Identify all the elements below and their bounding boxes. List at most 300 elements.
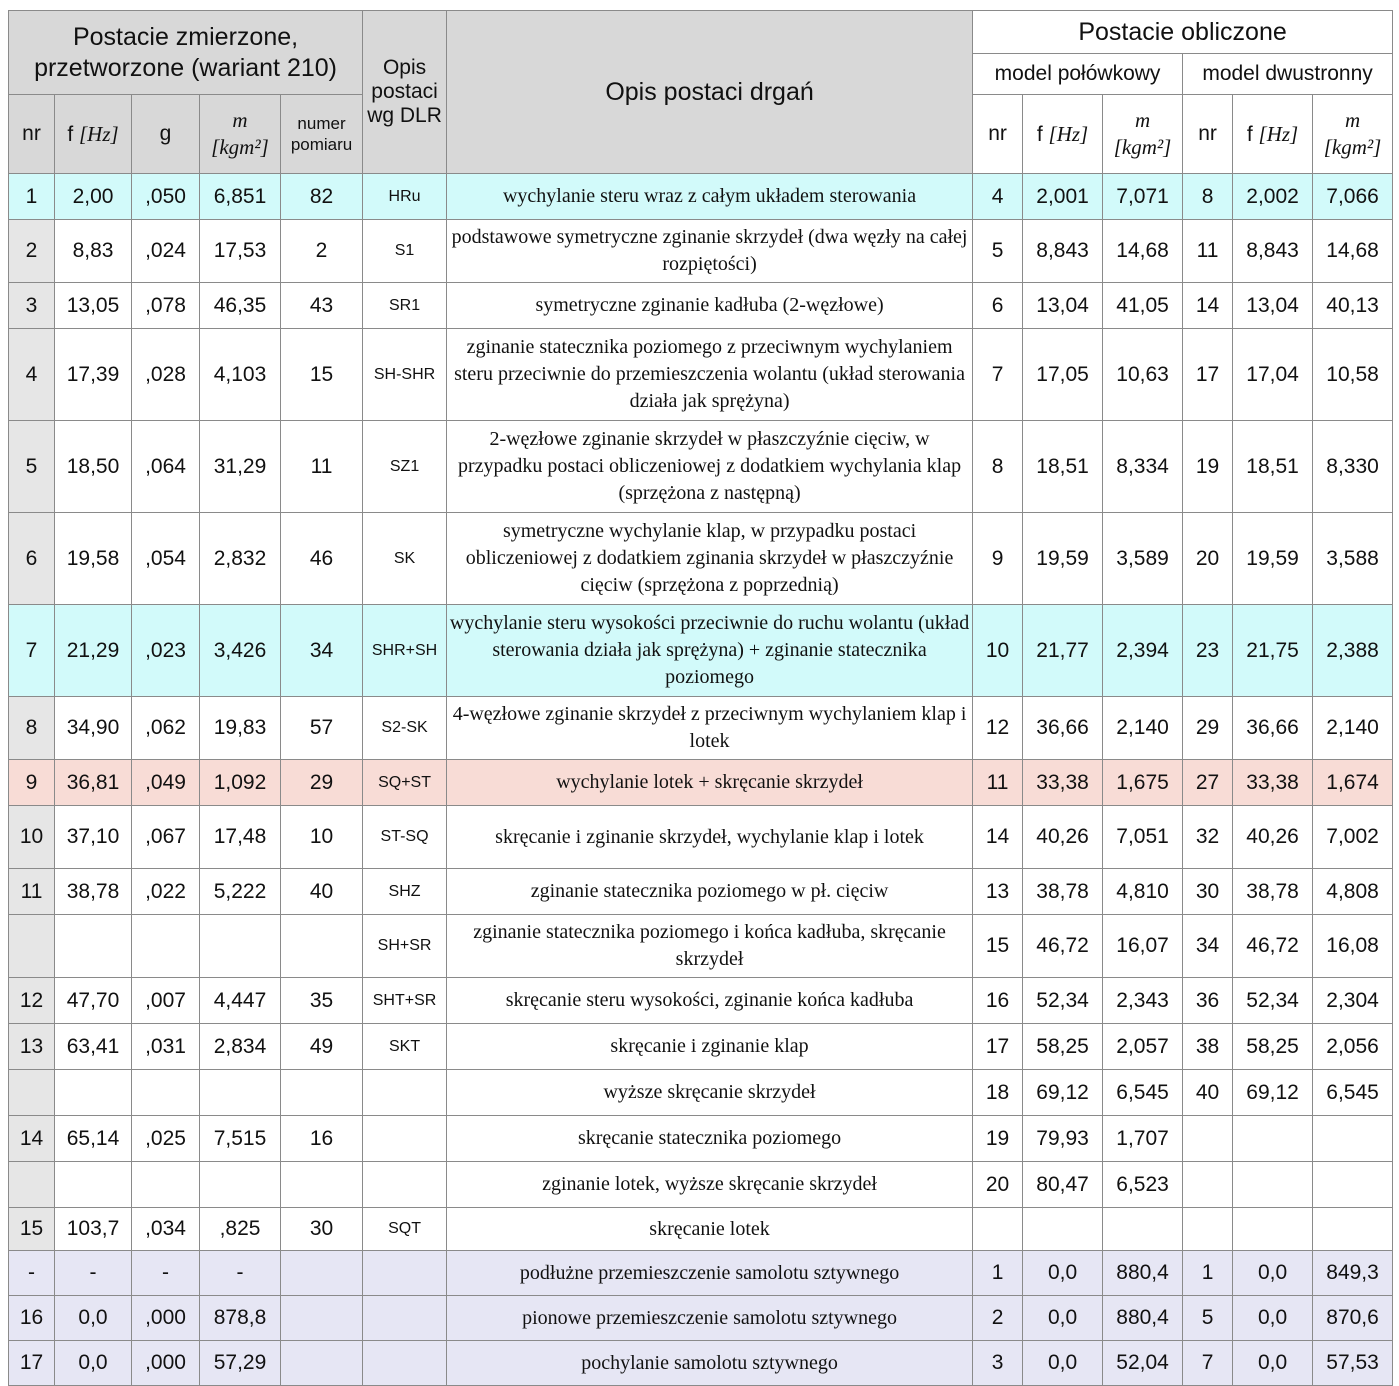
half-f: 33,38 — [1023, 760, 1103, 806]
half-f: 17,05 — [1023, 329, 1103, 421]
measured-g: ,007 — [132, 978, 200, 1024]
measurement-number: 46 — [281, 513, 363, 605]
measurement-number: 30 — [281, 1208, 363, 1251]
dlr-code: SHR+SH — [363, 605, 447, 697]
half-m: 880,4 — [1103, 1296, 1183, 1341]
full-nr: 32 — [1183, 806, 1233, 869]
measured-m: 4,103 — [200, 329, 281, 421]
dlr-code — [363, 1296, 447, 1341]
measurement-number: 29 — [281, 760, 363, 806]
table-row — [9, 1024, 1393, 1070]
dlr-code: SZ1 — [363, 421, 447, 513]
full-nr: 5 — [1183, 1296, 1233, 1341]
measurement-number — [281, 1251, 363, 1296]
table-row — [9, 978, 1393, 1024]
full-m: 2,388 — [1313, 605, 1393, 697]
measurement-number: 10 — [281, 806, 363, 869]
mode-description: 4-węzłowe zginanie skrzydeł z przeciwnym wychylaniem klap i lotek — [447, 697, 973, 760]
measured-m: 3,426 — [200, 605, 281, 697]
mode-description: wyższe skręcanie skrzydeł — [447, 1070, 973, 1116]
measured-g: ,064 — [132, 421, 200, 513]
mode-description: wychylanie steru wraz z całym układem sterowania — [447, 174, 973, 220]
measurement-number — [281, 1296, 363, 1341]
dlr-header: Opis postaci wg DLR — [363, 11, 447, 174]
full-nr: 36 — [1183, 978, 1233, 1024]
measured-f: 8,83 — [55, 220, 132, 283]
half-m: 4,810 — [1103, 869, 1183, 915]
half-m: 2,343 — [1103, 978, 1183, 1024]
half-f: 58,25 — [1023, 1024, 1103, 1070]
dlr-code — [363, 1116, 447, 1162]
row-nr: 10 — [9, 806, 55, 869]
description-header: Opis postaci drgań — [447, 11, 973, 174]
full-m: 14,68 — [1313, 220, 1393, 283]
full-m: 16,08 — [1313, 915, 1393, 978]
measured-f: 34,90 — [55, 697, 132, 760]
mode-description: skręcanie i zginanie klap — [447, 1024, 973, 1070]
full-nr: 14 — [1183, 283, 1233, 329]
measured-m: 46,35 — [200, 283, 281, 329]
measured-g: - — [132, 1251, 200, 1296]
half-nr: 16 — [973, 978, 1023, 1024]
half-m: 10,63 — [1103, 329, 1183, 421]
full-m — [1313, 1208, 1393, 1251]
full-f: 19,59 — [1233, 513, 1313, 605]
full-m: 1,674 — [1313, 760, 1393, 806]
measurement-number: 11 — [281, 421, 363, 513]
full-m: 57,53 — [1313, 1341, 1393, 1386]
dlr-code — [363, 1341, 447, 1386]
half-m: 880,4 — [1103, 1251, 1183, 1296]
half-nr: 13 — [973, 869, 1023, 915]
full-nr: 29 — [1183, 697, 1233, 760]
half-f: 2,001 — [1023, 174, 1103, 220]
half-f: 69,12 — [1023, 1070, 1103, 1116]
measured-m: 2,834 — [200, 1024, 281, 1070]
measured-f: 37,10 — [55, 806, 132, 869]
measured-f: 0,0 — [55, 1296, 132, 1341]
half-f: 80,47 — [1023, 1162, 1103, 1208]
measurement-number — [281, 1341, 363, 1386]
mode-description: zginanie statecznika poziomego i końca kadłuba, skręcanie skrzydeł — [447, 915, 973, 978]
dlr-code: SHZ — [363, 869, 447, 915]
table-row — [9, 1162, 1393, 1208]
full-f: 0,0 — [1233, 1251, 1313, 1296]
half-f: 8,843 — [1023, 220, 1103, 283]
half-f: 0,0 — [1023, 1341, 1103, 1386]
half-f: 40,26 — [1023, 806, 1103, 869]
half-nr: 17 — [973, 1024, 1023, 1070]
half-m: 1,707 — [1103, 1116, 1183, 1162]
full-nr: 17 — [1183, 329, 1233, 421]
full-m: 2,304 — [1313, 978, 1393, 1024]
dlr-code: S1 — [363, 220, 447, 283]
mode-description: zginanie statecznika poziomego z przeciwnym wychylaniem steru przeciwnie do przemieszczenia wolantu (układ sterowania działa jak sprężyna) — [447, 329, 973, 421]
row-nr: 3 — [9, 283, 55, 329]
measured-header: Postacie zmierzone, przetworzone (wariant 210) — [9, 11, 363, 95]
modes-table — [8, 10, 1393, 1386]
measurement-number: 40 — [281, 869, 363, 915]
full-m: 40,13 — [1313, 283, 1393, 329]
mode-description: skręcanie statecznika poziomego — [447, 1116, 973, 1162]
measured-f: 36,81 — [55, 760, 132, 806]
measurement-number: 15 — [281, 329, 363, 421]
measurement-number: 35 — [281, 978, 363, 1024]
table-body — [9, 174, 1393, 1386]
table-row — [9, 1296, 1393, 1341]
half-f: 38,78 — [1023, 869, 1103, 915]
full-f: 8,843 — [1233, 220, 1313, 283]
row-nr: 4 — [9, 329, 55, 421]
dlr-code — [363, 1070, 447, 1116]
full-f: 0,0 — [1233, 1296, 1313, 1341]
full-m: 2,056 — [1313, 1024, 1393, 1070]
measured-f: 65,14 — [55, 1116, 132, 1162]
half-f: 0,0 — [1023, 1251, 1103, 1296]
full-nr: 27 — [1183, 760, 1233, 806]
row-nr: 2 — [9, 220, 55, 283]
table-row — [9, 421, 1393, 513]
full-f: 69,12 — [1233, 1070, 1313, 1116]
measured-f: 17,39 — [55, 329, 132, 421]
full-nr — [1183, 1208, 1233, 1251]
full-nr: 20 — [1183, 513, 1233, 605]
full-f — [1233, 1116, 1313, 1162]
measurement-number — [281, 1162, 363, 1208]
half-nr: 3 — [973, 1341, 1023, 1386]
mode-description: skręcanie lotek — [447, 1208, 973, 1251]
full-f: 46,72 — [1233, 915, 1313, 978]
half-model-header: model połówkowy — [973, 54, 1183, 95]
full-f: 58,25 — [1233, 1024, 1313, 1070]
full-f: 13,04 — [1233, 283, 1313, 329]
measurement-number: 16 — [281, 1116, 363, 1162]
half-nr — [973, 1208, 1023, 1251]
table-row — [9, 513, 1393, 605]
half-m: 14,68 — [1103, 220, 1183, 283]
table-row — [9, 869, 1393, 915]
mode-description: podstawowe symetryczne zginanie skrzydeł (dwa węzły na całej rozpiętości) — [447, 220, 973, 283]
measured-m: 57,29 — [200, 1341, 281, 1386]
full-nr — [1183, 1116, 1233, 1162]
half-f: 18,51 — [1023, 421, 1103, 513]
measured-g: ,067 — [132, 806, 200, 869]
full-nr: 1 — [1183, 1251, 1233, 1296]
full-m: 10,58 — [1313, 329, 1393, 421]
col-full-nr: nr — [1183, 95, 1233, 174]
col-half-f: f [Hz] — [1023, 95, 1103, 174]
measured-m — [200, 1070, 281, 1116]
dlr-code: SH-SHR — [363, 329, 447, 421]
measured-m: 17,48 — [200, 806, 281, 869]
full-f: 0,0 — [1233, 1341, 1313, 1386]
col-measurement: numer pomiaru — [281, 95, 363, 174]
measured-m: 4,447 — [200, 978, 281, 1024]
measured-g: ,023 — [132, 605, 200, 697]
half-nr: 7 — [973, 329, 1023, 421]
full-m: 2,140 — [1313, 697, 1393, 760]
full-f: 36,66 — [1233, 697, 1313, 760]
measured-f: - — [55, 1251, 132, 1296]
half-nr: 18 — [973, 1070, 1023, 1116]
col-nr: nr — [9, 95, 55, 174]
measured-f: 103,7 — [55, 1208, 132, 1251]
full-f: 40,26 — [1233, 806, 1313, 869]
full-m: 8,330 — [1313, 421, 1393, 513]
table-row — [9, 220, 1393, 283]
half-nr: 8 — [973, 421, 1023, 513]
measurement-number: 49 — [281, 1024, 363, 1070]
mode-description: wychylanie steru wysokości przeciwnie do ruchu wolantu (układ sterowania działa jak sprężyna) + zginanie statecznika poziomego — [447, 605, 973, 697]
measured-m: - — [200, 1251, 281, 1296]
measured-f — [55, 915, 132, 978]
mode-description: pochylanie samolotu sztywnego — [447, 1341, 973, 1386]
measured-m: 31,29 — [200, 421, 281, 513]
full-f: 2,002 — [1233, 174, 1313, 220]
half-nr: 12 — [973, 697, 1023, 760]
row-nr — [9, 915, 55, 978]
full-nr: 40 — [1183, 1070, 1233, 1116]
half-f: 21,77 — [1023, 605, 1103, 697]
dlr-code: SQ+ST — [363, 760, 447, 806]
row-nr: - — [9, 1251, 55, 1296]
row-nr: 5 — [9, 421, 55, 513]
mode-description: skręcanie steru wysokości, zginanie końca kadłuba — [447, 978, 973, 1024]
row-nr — [9, 1070, 55, 1116]
table-row — [9, 697, 1393, 760]
table-row — [9, 915, 1393, 978]
col-half-nr: nr — [973, 95, 1023, 174]
row-nr: 17 — [9, 1341, 55, 1386]
mode-description: pionowe przemieszczenie samolotu sztywnego — [447, 1296, 973, 1341]
measured-g: ,025 — [132, 1116, 200, 1162]
measured-m: 6,851 — [200, 174, 281, 220]
full-f — [1233, 1162, 1313, 1208]
half-m: 16,07 — [1103, 915, 1183, 978]
measured-g: ,049 — [132, 760, 200, 806]
half-nr: 19 — [973, 1116, 1023, 1162]
half-nr: 2 — [973, 1296, 1023, 1341]
row-nr: 1 — [9, 174, 55, 220]
full-model-header: model dwustronny — [1183, 54, 1393, 95]
mode-description: symetryczne wychylanie klap, w przypadku postaci obliczeniowej z dodatkiem zginania skrzydeł w płaszczyźnie cięciw (sprzężona z poprzednią) — [447, 513, 973, 605]
dlr-code: SHT+SR — [363, 978, 447, 1024]
measured-m: 19,83 — [200, 697, 281, 760]
dlr-code — [363, 1251, 447, 1296]
measurement-number — [281, 1070, 363, 1116]
row-nr: 8 — [9, 697, 55, 760]
measured-m: 7,515 — [200, 1116, 281, 1162]
half-nr: 4 — [973, 174, 1023, 220]
dlr-code: SKT — [363, 1024, 447, 1070]
full-m — [1313, 1116, 1393, 1162]
row-nr: 11 — [9, 869, 55, 915]
measurement-number: 57 — [281, 697, 363, 760]
table-row — [9, 1208, 1393, 1251]
mode-description: zginanie statecznika poziomego w pł. cięciw — [447, 869, 973, 915]
half-m: 1,675 — [1103, 760, 1183, 806]
measured-g: ,022 — [132, 869, 200, 915]
table-row — [9, 174, 1393, 220]
col-g: g — [132, 95, 200, 174]
half-m: 7,051 — [1103, 806, 1183, 869]
col-f: f [Hz] — [55, 95, 132, 174]
measured-g — [132, 915, 200, 978]
half-nr: 10 — [973, 605, 1023, 697]
measurement-number: 43 — [281, 283, 363, 329]
computed-header: Postacie obliczone — [973, 11, 1393, 54]
mode-description: podłużne przemieszczenie samolotu sztywnego — [447, 1251, 973, 1296]
mode-description: skręcanie i zginanie skrzydeł, wychylanie klap i lotek — [447, 806, 973, 869]
half-m: 2,394 — [1103, 605, 1183, 697]
measured-m — [200, 915, 281, 978]
half-nr: 14 — [973, 806, 1023, 869]
measured-f: 0,0 — [55, 1341, 132, 1386]
full-nr: 38 — [1183, 1024, 1233, 1070]
dlr-code: S2-SK — [363, 697, 447, 760]
half-f — [1023, 1208, 1103, 1251]
full-m — [1313, 1162, 1393, 1208]
measured-g: ,034 — [132, 1208, 200, 1251]
half-f: 46,72 — [1023, 915, 1103, 978]
measured-g: ,028 — [132, 329, 200, 421]
full-m: 3,588 — [1313, 513, 1393, 605]
table-row — [9, 1341, 1393, 1386]
row-nr: 16 — [9, 1296, 55, 1341]
full-nr: 23 — [1183, 605, 1233, 697]
half-f: 36,66 — [1023, 697, 1103, 760]
measured-f — [55, 1070, 132, 1116]
half-m: 3,589 — [1103, 513, 1183, 605]
table-row — [9, 1070, 1393, 1116]
measured-g: ,024 — [132, 220, 200, 283]
measurement-number: 2 — [281, 220, 363, 283]
measured-g — [132, 1070, 200, 1116]
measured-f: 21,29 — [55, 605, 132, 697]
measurement-number — [281, 915, 363, 978]
table-row — [9, 329, 1393, 421]
half-nr: 5 — [973, 220, 1023, 283]
measured-g: ,062 — [132, 697, 200, 760]
full-m: 6,545 — [1313, 1070, 1393, 1116]
half-f: 0,0 — [1023, 1296, 1103, 1341]
half-m — [1103, 1208, 1183, 1251]
full-f: 52,34 — [1233, 978, 1313, 1024]
row-nr: 12 — [9, 978, 55, 1024]
measured-m: 1,092 — [200, 760, 281, 806]
mode-description: symetryczne zginanie kadłuba (2-węzłowe) — [447, 283, 973, 329]
mode-description: zginanie lotek, wyższe skręcanie skrzydeł — [447, 1162, 973, 1208]
col-half-m: m [kgm²] — [1103, 95, 1183, 174]
measured-f: 2,00 — [55, 174, 132, 220]
row-nr: 14 — [9, 1116, 55, 1162]
full-f: 38,78 — [1233, 869, 1313, 915]
half-f: 79,93 — [1023, 1116, 1103, 1162]
full-m: 849,3 — [1313, 1251, 1393, 1296]
table-row — [9, 806, 1393, 869]
measured-f: 19,58 — [55, 513, 132, 605]
full-m: 870,6 — [1313, 1296, 1393, 1341]
col-m: m [kgm²] — [200, 95, 281, 174]
full-m: 7,066 — [1313, 174, 1393, 220]
measured-m: 5,222 — [200, 869, 281, 915]
full-f — [1233, 1208, 1313, 1251]
half-f: 19,59 — [1023, 513, 1103, 605]
measured-f: 47,70 — [55, 978, 132, 1024]
half-f: 13,04 — [1023, 283, 1103, 329]
full-nr — [1183, 1162, 1233, 1208]
row-nr — [9, 1162, 55, 1208]
measured-f: 13,05 — [55, 283, 132, 329]
full-nr: 19 — [1183, 421, 1233, 513]
measurement-number: 34 — [281, 605, 363, 697]
half-nr: 11 — [973, 760, 1023, 806]
dlr-code: SK — [363, 513, 447, 605]
measured-g: ,031 — [132, 1024, 200, 1070]
measured-m — [200, 1162, 281, 1208]
row-nr: 13 — [9, 1024, 55, 1070]
dlr-code: HRu — [363, 174, 447, 220]
half-m: 2,057 — [1103, 1024, 1183, 1070]
half-f: 52,34 — [1023, 978, 1103, 1024]
dlr-code: SH+SR — [363, 915, 447, 978]
table-row — [9, 1251, 1393, 1296]
measured-f: 18,50 — [55, 421, 132, 513]
measured-m: ,825 — [200, 1208, 281, 1251]
measured-f: 63,41 — [55, 1024, 132, 1070]
dlr-code: ST-SQ — [363, 806, 447, 869]
measured-f — [55, 1162, 132, 1208]
measured-g: ,050 — [132, 174, 200, 220]
full-nr: 11 — [1183, 220, 1233, 283]
full-nr: 7 — [1183, 1341, 1233, 1386]
half-m: 7,071 — [1103, 174, 1183, 220]
measured-g: ,000 — [132, 1341, 200, 1386]
measured-m: 878,8 — [200, 1296, 281, 1341]
full-m: 7,002 — [1313, 806, 1393, 869]
measurement-number: 82 — [281, 174, 363, 220]
full-f: 21,75 — [1233, 605, 1313, 697]
full-f: 18,51 — [1233, 421, 1313, 513]
half-nr: 9 — [973, 513, 1023, 605]
table-row — [9, 1116, 1393, 1162]
half-m: 6,523 — [1103, 1162, 1183, 1208]
table-row — [9, 605, 1393, 697]
dlr-code: SQT — [363, 1208, 447, 1251]
half-m: 52,04 — [1103, 1341, 1183, 1386]
full-nr: 8 — [1183, 174, 1233, 220]
measured-g — [132, 1162, 200, 1208]
half-m: 2,140 — [1103, 697, 1183, 760]
dlr-code — [363, 1162, 447, 1208]
row-nr: 9 — [9, 760, 55, 806]
full-m: 4,808 — [1313, 869, 1393, 915]
col-full-f: f [Hz] — [1233, 95, 1313, 174]
half-nr: 15 — [973, 915, 1023, 978]
mode-description: 2-węzłowe zginanie skrzydeł w płaszczyźnie cięciw, w przypadku postaci obliczeniowej z dodatkiem wychylania klap (sprzężona z następną) — [447, 421, 973, 513]
full-nr: 34 — [1183, 915, 1233, 978]
half-m: 6,545 — [1103, 1070, 1183, 1116]
mode-description: wychylanie lotek + skręcanie skrzydeł — [447, 760, 973, 806]
row-nr: 15 — [9, 1208, 55, 1251]
half-nr: 6 — [973, 283, 1023, 329]
table-row — [9, 760, 1393, 806]
full-f: 33,38 — [1233, 760, 1313, 806]
half-m: 8,334 — [1103, 421, 1183, 513]
measured-f: 38,78 — [55, 869, 132, 915]
col-full-m: m [kgm²] — [1313, 95, 1393, 174]
half-nr: 1 — [973, 1251, 1023, 1296]
